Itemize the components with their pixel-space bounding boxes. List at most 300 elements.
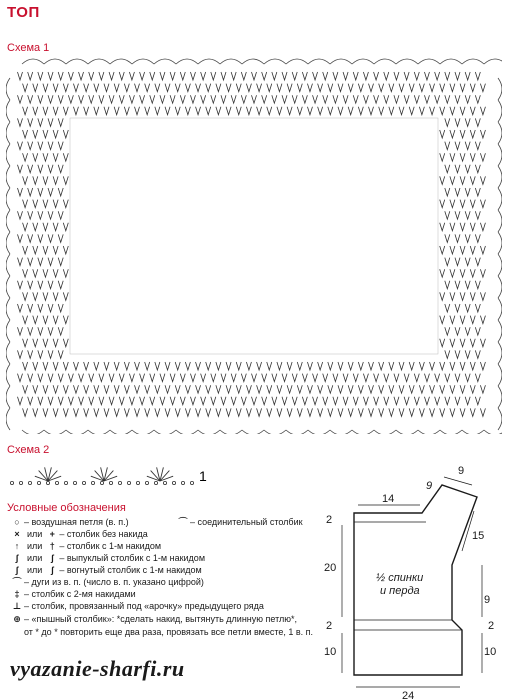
chain-stitch	[190, 481, 193, 484]
stitch-mark	[43, 316, 48, 324]
stitch-mark	[333, 72, 338, 80]
stitch-mark	[53, 385, 58, 393]
stitch-mark	[196, 84, 201, 92]
stitch-mark	[135, 408, 140, 416]
dim-15: 15	[472, 530, 485, 542]
legend-symbol-icon: ‡	[14, 589, 20, 599]
stitch-mark	[33, 292, 38, 300]
stitch-mark	[353, 397, 358, 405]
stitch-mark	[33, 408, 38, 416]
stitch-mark	[104, 408, 109, 416]
stitch-mark	[180, 397, 185, 405]
scheme-1-chart	[6, 58, 502, 434]
stitch-mark	[445, 374, 450, 382]
stitch-mark	[267, 362, 272, 370]
stitch-mark	[465, 72, 470, 80]
dim-14: 14	[382, 493, 395, 505]
stitch-mark	[89, 95, 94, 103]
stitch-mark	[84, 107, 89, 115]
stitch-mark	[277, 408, 282, 416]
chain-stitch	[109, 481, 112, 484]
legend-text: – соединительный столбик	[190, 517, 303, 527]
stitch-mark	[475, 118, 480, 126]
legend-title: Условные обозначения	[7, 502, 126, 514]
stitch-mark	[129, 397, 134, 405]
stitch-mark	[216, 385, 221, 393]
stitch-mark	[58, 72, 63, 80]
stitch-mark	[379, 107, 384, 115]
stitch-mark	[33, 339, 38, 347]
stitch-mark	[440, 223, 445, 231]
chain-stitch	[181, 481, 184, 484]
scheme-1-label: Схема 1	[7, 42, 50, 54]
stitch-mark	[465, 397, 470, 405]
stitch-mark	[226, 84, 231, 92]
stitch-mark	[23, 84, 28, 92]
stitch-mark	[450, 223, 455, 231]
pattern-label-line2: и перда	[380, 585, 420, 597]
stitch-mark	[68, 374, 73, 382]
stitch-mark	[33, 385, 38, 393]
stitch-mark	[63, 385, 68, 393]
stitch-mark	[379, 362, 384, 370]
chain-stitch	[154, 481, 157, 484]
stitch-mark	[18, 165, 23, 173]
stitch-mark	[440, 316, 445, 324]
stitch-mark	[114, 107, 119, 115]
legend-or: или	[27, 541, 43, 551]
stitch-mark	[318, 84, 323, 92]
stitch-mark	[58, 281, 63, 289]
dim-2-right: 2	[488, 620, 495, 632]
stitch-mark	[99, 95, 104, 103]
stitch-mark	[348, 385, 353, 393]
stitch-mark	[48, 118, 53, 126]
stitch-mark	[409, 84, 414, 92]
stitch-mark	[23, 408, 28, 416]
chain-stitch	[145, 481, 148, 484]
stitch-mark	[465, 234, 470, 242]
stitch-mark	[323, 95, 328, 103]
stitch-mark	[33, 269, 38, 277]
stitch-mark	[63, 292, 68, 300]
stitch-mark	[58, 234, 63, 242]
stitch-mark	[63, 153, 68, 161]
chain-stitch	[55, 481, 58, 484]
stitch-mark	[43, 339, 48, 347]
stitch-mark	[424, 72, 429, 80]
stitch-mark	[18, 258, 23, 266]
stitch-mark	[63, 200, 68, 208]
stitch-mark	[394, 397, 399, 405]
stitch-mark	[79, 397, 84, 405]
stitch-mark	[155, 362, 160, 370]
stitch-mark	[23, 339, 28, 347]
inner-panel	[70, 118, 438, 354]
stitch-mark	[68, 397, 73, 405]
stitch-mark	[170, 72, 175, 80]
stitch-mark	[257, 84, 262, 92]
stitch-mark	[267, 84, 272, 92]
stitch-mark	[180, 95, 185, 103]
stitch-mark	[470, 269, 475, 277]
stitch-mark	[23, 385, 28, 393]
stitch-mark	[353, 95, 358, 103]
legend-text: – воздушная петля (в. п.)	[24, 517, 129, 527]
stitch-mark	[323, 374, 328, 382]
stitch-mark	[430, 385, 435, 393]
stitch-mark	[216, 362, 221, 370]
stitch-mark	[475, 397, 480, 405]
stitch-mark	[94, 385, 99, 393]
stitch-mark	[435, 72, 440, 80]
stitch-mark	[206, 107, 211, 115]
stitch-mark	[18, 95, 23, 103]
stitch-mark	[28, 188, 33, 196]
dim-9-side: 9	[484, 594, 491, 606]
stitch-mark	[470, 362, 475, 370]
stitch-mark	[287, 408, 292, 416]
stitch-mark	[201, 72, 206, 80]
stitch-mark	[114, 408, 119, 416]
stitch-mark	[307, 362, 312, 370]
stitch-mark	[58, 142, 63, 150]
stitch-mark	[145, 362, 150, 370]
chain-stitch	[82, 481, 85, 484]
legend-item	[10, 541, 161, 552]
stitch-mark	[445, 281, 450, 289]
scheme-2-label: Схема 2	[7, 444, 50, 456]
stitch-mark	[465, 281, 470, 289]
stitch-mark	[297, 107, 302, 115]
stitch-mark	[348, 408, 353, 416]
stitch-mark	[236, 107, 241, 115]
stitch-mark	[18, 118, 23, 126]
stitch-mark	[455, 281, 460, 289]
stitch-mark	[140, 397, 145, 405]
stitch-mark	[190, 72, 195, 80]
dim-24: 24	[402, 690, 415, 700]
stitch-mark	[475, 72, 480, 80]
stitch-mark	[313, 397, 318, 405]
stitch-mark	[369, 362, 374, 370]
stitch-mark	[394, 95, 399, 103]
stitch-mark	[53, 130, 58, 138]
stitch-mark	[445, 72, 450, 80]
stitch-mark	[79, 374, 84, 382]
stitch-mark	[190, 374, 195, 382]
stitch-mark	[53, 316, 58, 324]
stitch-mark	[277, 362, 282, 370]
stitch-mark	[328, 385, 333, 393]
stitch-mark	[241, 72, 246, 80]
stitch-mark	[460, 385, 465, 393]
chain-stitch	[91, 481, 94, 484]
stitch-mark	[363, 397, 368, 405]
scheme-2-chart	[6, 455, 216, 491]
stitch-mark	[450, 362, 455, 370]
stitch-mark	[165, 408, 170, 416]
stitch-mark	[267, 107, 272, 115]
stitch-mark	[465, 258, 470, 266]
stitch-mark	[475, 374, 480, 382]
stitch-mark	[409, 385, 414, 393]
stitch-mark	[455, 374, 460, 382]
stitch-mark	[135, 385, 140, 393]
stitch-mark	[48, 258, 53, 266]
legend-text: – «пышный столбик»: *сделать накид, вытянуть длинную петлю*,	[24, 614, 298, 624]
stitch-mark	[109, 72, 114, 80]
stitch-mark	[236, 385, 241, 393]
stitch-mark	[460, 408, 465, 416]
stitch-mark	[292, 95, 297, 103]
stitch-mark	[104, 362, 109, 370]
stitch-mark	[231, 397, 236, 405]
legend-symbol-icon: ×	[14, 529, 20, 539]
stitch-mark	[480, 316, 485, 324]
stitch-mark	[140, 374, 145, 382]
stitch-mark	[455, 188, 460, 196]
stitch-mark	[18, 304, 23, 312]
stitch-mark	[28, 142, 33, 150]
stitch-mark	[104, 107, 109, 115]
legend-symbol-icon: ⌒	[178, 517, 188, 527]
stitch-mark	[28, 304, 33, 312]
stitch-mark	[216, 408, 221, 416]
stitch-mark	[323, 397, 328, 405]
stitch-mark	[38, 397, 43, 405]
stitch-mark	[414, 95, 419, 103]
stitch-mark	[236, 408, 241, 416]
stitch-mark	[480, 153, 485, 161]
stitch-mark	[89, 374, 94, 382]
stitch-mark	[445, 188, 450, 196]
stitch-mark	[297, 408, 302, 416]
chain-stitch	[136, 481, 139, 484]
stitch-mark	[460, 153, 465, 161]
stitch-mark	[114, 362, 119, 370]
stitch-mark	[440, 408, 445, 416]
chain-stitch	[73, 481, 76, 484]
chain-stitch	[28, 481, 31, 484]
stitch-mark	[450, 269, 455, 277]
stitch-mark	[292, 397, 297, 405]
stitch-mark	[440, 107, 445, 115]
stitch-mark	[73, 385, 78, 393]
stitch-mark	[43, 269, 48, 277]
legend-text: – столбик с 2-мя накидами	[24, 589, 136, 599]
chain-stitch	[10, 481, 13, 484]
stitch-mark	[231, 95, 236, 103]
stitch-mark	[430, 362, 435, 370]
stitch-mark	[414, 72, 419, 80]
stitch-mark	[257, 385, 262, 393]
stitch-mark	[384, 397, 389, 405]
stitch-mark	[358, 362, 363, 370]
stitch-mark	[460, 246, 465, 254]
stitch-mark	[470, 84, 475, 92]
stitch-mark	[58, 211, 63, 219]
stitch-mark	[480, 362, 485, 370]
stitch-mark	[343, 374, 348, 382]
dim-10-left: 10	[324, 646, 337, 658]
stitch-mark	[409, 107, 414, 115]
stitch-mark	[480, 246, 485, 254]
stitch-mark	[470, 200, 475, 208]
stitch-mark	[94, 84, 99, 92]
stitch-mark	[53, 84, 58, 92]
stitch-mark	[297, 362, 302, 370]
stitch-mark	[53, 223, 58, 231]
stitch-mark	[475, 95, 480, 103]
legend-symbol-icon: ʃ	[15, 565, 19, 575]
stitch-mark	[363, 374, 368, 382]
stitch-mark	[445, 327, 450, 335]
stitch-mark	[38, 234, 43, 242]
stitch-mark	[33, 84, 38, 92]
stitch-mark	[475, 304, 480, 312]
stitch-mark	[419, 107, 424, 115]
stitch-mark	[43, 153, 48, 161]
stitch-mark	[236, 84, 241, 92]
stitch-mark	[460, 176, 465, 184]
stitch-mark	[221, 397, 226, 405]
stitch-mark	[328, 107, 333, 115]
stitch-mark	[160, 72, 165, 80]
stitch-mark	[419, 385, 424, 393]
legend-text: – столбик с 1-м накидом	[59, 541, 162, 551]
stitch-mark	[460, 269, 465, 277]
stitch-mark	[109, 397, 114, 405]
stitch-mark	[480, 84, 485, 92]
stitch-mark	[33, 246, 38, 254]
stitch-mark	[267, 408, 272, 416]
stitch-mark	[419, 408, 424, 416]
stitch-mark	[440, 84, 445, 92]
legend-symbol-icon: ʃ	[15, 553, 19, 563]
stitch-mark	[292, 72, 297, 80]
stitch-mark	[58, 95, 63, 103]
stitch-mark	[231, 72, 236, 80]
dim-9-shoulder: 9	[426, 480, 433, 492]
stitch-mark	[440, 176, 445, 184]
stitch-mark	[185, 84, 190, 92]
stitch-mark	[389, 408, 394, 416]
stitch-mark	[445, 118, 450, 126]
stitch-mark	[460, 200, 465, 208]
stitch-mark	[287, 362, 292, 370]
legend-alt-symbol-icon: ʃ	[50, 565, 54, 575]
stitch-mark	[277, 84, 282, 92]
stitch-mark	[445, 165, 450, 173]
stitch-mark	[38, 118, 43, 126]
stitch-mark	[38, 165, 43, 173]
stitch-mark	[282, 95, 287, 103]
stitch-mark	[333, 374, 338, 382]
legend-symbol-icon: ⊥	[12, 601, 22, 611]
stitch-mark	[480, 269, 485, 277]
legend-item	[10, 565, 202, 576]
stitch-mark	[84, 362, 89, 370]
stitch-mark	[460, 130, 465, 138]
stitch-mark	[394, 72, 399, 80]
stitch-mark	[170, 397, 175, 405]
stitch-mark	[175, 408, 180, 416]
stitch-mark	[252, 95, 257, 103]
stitch-mark	[257, 408, 262, 416]
stitch-mark	[318, 408, 323, 416]
chain-stitch	[46, 481, 49, 484]
legend-alt-symbol-icon: +	[49, 529, 55, 539]
scheme-1-stitches	[6, 59, 502, 434]
stitch-mark	[63, 339, 68, 347]
stitch-mark	[450, 153, 455, 161]
stitch-mark	[89, 397, 94, 405]
stitch-mark	[353, 374, 358, 382]
stitch-mark	[414, 397, 419, 405]
stitch-mark	[38, 350, 43, 358]
stitch-mark	[23, 362, 28, 370]
stitch-mark	[470, 107, 475, 115]
stitch-mark	[450, 246, 455, 254]
stitch-mark	[23, 130, 28, 138]
legend-item-side	[176, 517, 303, 528]
stitch-mark	[302, 374, 307, 382]
stitch-mark	[409, 362, 414, 370]
chain-stitch	[100, 481, 103, 484]
stitch-mark	[18, 72, 23, 80]
stitch-mark	[180, 374, 185, 382]
stitch-mark	[155, 107, 160, 115]
stitch-mark	[272, 397, 277, 405]
stitch-mark	[333, 397, 338, 405]
stitch-mark	[414, 374, 419, 382]
stitch-mark	[48, 188, 53, 196]
stitch-mark	[43, 292, 48, 300]
stitch-mark	[53, 246, 58, 254]
stitch-mark	[475, 142, 480, 150]
stitch-mark	[196, 362, 201, 370]
stitch-mark	[226, 107, 231, 115]
stitch-mark	[196, 385, 201, 393]
stitch-mark	[450, 339, 455, 347]
stitch-mark	[343, 95, 348, 103]
stitch-mark	[435, 397, 440, 405]
stitch-mark	[460, 223, 465, 231]
stitch-mark	[450, 385, 455, 393]
stitch-mark	[480, 292, 485, 300]
stitch-mark	[89, 72, 94, 80]
stitch-mark	[165, 362, 170, 370]
stitch-mark	[241, 95, 246, 103]
stitch-mark	[450, 107, 455, 115]
stitch-mark	[58, 165, 63, 173]
stitch-mark	[455, 258, 460, 266]
stitch-mark	[480, 200, 485, 208]
stitch-mark	[353, 72, 358, 80]
stitch-mark	[68, 72, 73, 80]
stitch-mark	[455, 72, 460, 80]
stitch-mark	[302, 397, 307, 405]
stitch-mark	[404, 95, 409, 103]
stitch-mark	[28, 281, 33, 289]
stitch-mark	[455, 142, 460, 150]
chain-stitch	[172, 481, 175, 484]
stitch-mark	[53, 339, 58, 347]
stitch-mark	[211, 374, 216, 382]
stitch-mark	[165, 107, 170, 115]
stitch-mark	[465, 327, 470, 335]
